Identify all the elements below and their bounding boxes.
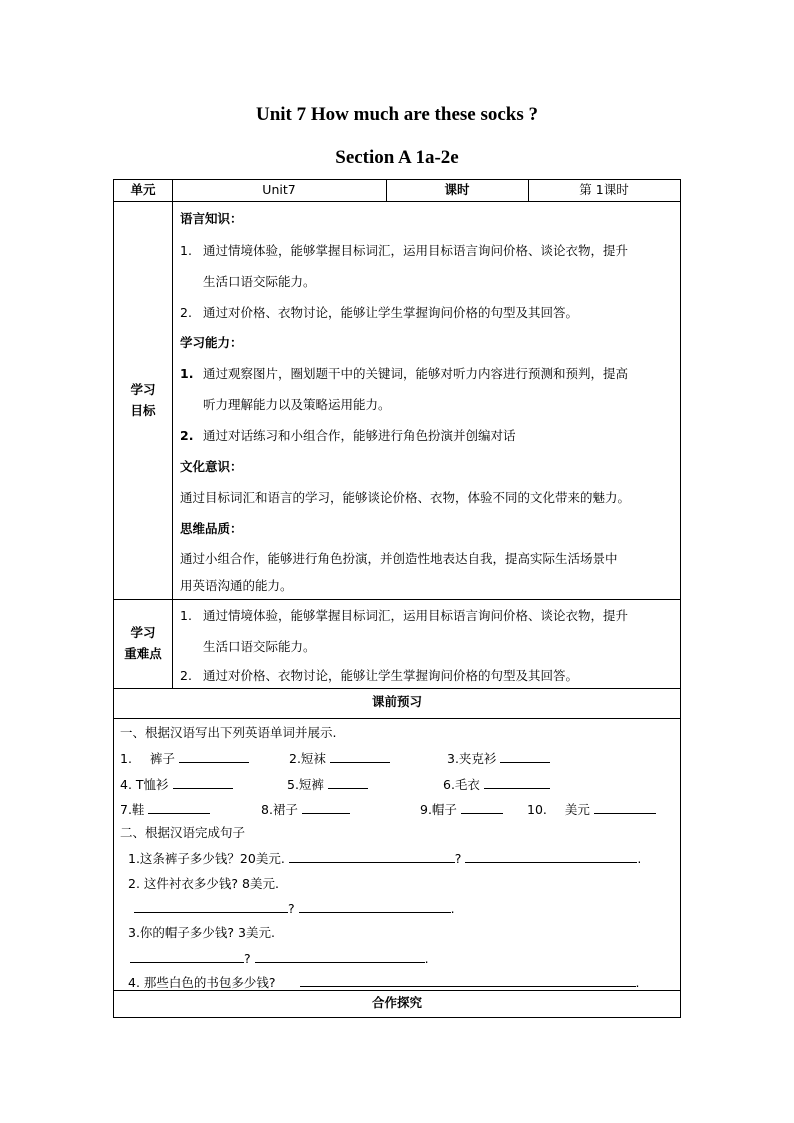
sentence-item	[128, 850, 641, 867]
vocab-item	[447, 750, 550, 767]
thinking-text: 通过小组合作，能够进行角色扮演，并创造性地表达自我，提高实际生活场景中	[180, 551, 618, 566]
answer-blank[interactable]	[330, 750, 390, 763]
list-item: 通过对价格、衣物讨论，能够让学生掌握询问价格的句型及其回答。	[203, 305, 579, 320]
exercise-instruction: 二、根据汉语完成句子	[120, 825, 246, 840]
vocab-word: 6.毛衣	[443, 777, 480, 792]
answer-blank[interactable]	[130, 950, 244, 963]
culture-heading: 文化意识：	[180, 459, 243, 474]
objectives-label: 目标	[130, 403, 156, 418]
answer-blank[interactable]	[255, 950, 425, 963]
row-divider	[114, 688, 680, 689]
period-mark: .	[424, 951, 429, 966]
answer-blank[interactable]	[461, 801, 503, 814]
list-item: 听力理解能力以及策略运用能力。	[203, 397, 391, 412]
header-unit-value: Unit7	[262, 182, 296, 197]
question-mark: ?	[288, 901, 295, 916]
thinking-text: 用英语沟通的能力。	[180, 578, 293, 593]
vocab-item	[420, 801, 503, 818]
list-item: 通过观察图片，圈划题干中的关键词，能够对听力内容进行预测和预判，提高	[203, 366, 629, 381]
vocab-word: 7.鞋	[120, 802, 145, 817]
answer-blank[interactable]	[179, 750, 249, 763]
vocab-word: 8.裙子	[261, 802, 298, 817]
vocab-word: 9.帽子	[420, 802, 457, 817]
vocab-word: 3.夹克衫	[447, 751, 497, 766]
period-mark: .	[637, 851, 642, 866]
keypoints-label: 重难点	[124, 646, 162, 661]
objectives-label: 学习	[130, 382, 156, 397]
lesson-plan-table	[113, 179, 681, 1018]
list-item: 通过对价格、衣物讨论，能够让学生掌握询问价格的句型及其回答。	[203, 668, 579, 683]
sentence-prompt: 1.这条裤子多少钱？20美元.	[128, 851, 285, 866]
answer-blank[interactable]	[500, 750, 550, 763]
list-item-number: 2.	[180, 668, 192, 683]
vocab-item	[261, 801, 350, 818]
list-item: 通过情境体验，能够掌握目标词汇，运用目标语言询问价格、谈论衣物，提升	[203, 608, 629, 623]
vocab-number: 1.	[120, 751, 132, 766]
answer-blank[interactable]	[299, 900, 451, 913]
vocab-word: 美元	[564, 802, 590, 817]
thinking-heading: 思维品质：	[180, 521, 243, 536]
cooperation-heading: 合作探究	[371, 995, 422, 1010]
header-period-label: 课时	[444, 182, 470, 197]
sentence-prompt: 4. 那些白色的书包多少钱?	[128, 975, 276, 990]
list-item-number: 2.	[180, 305, 192, 320]
header-period-value: 第 1课时	[579, 182, 629, 197]
answer-blank[interactable]	[328, 776, 368, 789]
vocab-item	[289, 750, 390, 767]
vocab-item	[443, 776, 550, 793]
question-mark: ?	[454, 851, 462, 866]
period-mark: .	[635, 975, 640, 990]
list-item-number: 1.	[180, 243, 192, 258]
list-item: 生活口语交际能力。	[203, 639, 316, 654]
answer-blank[interactable]	[300, 974, 636, 987]
exercise-instruction: 一、根据汉语写出下列英语单词并展示.	[120, 725, 337, 740]
answer-blank[interactable]	[173, 776, 233, 789]
answer-blank[interactable]	[148, 801, 210, 814]
answer-blank[interactable]	[465, 850, 637, 863]
answer-blank[interactable]	[289, 850, 455, 863]
page-title: Unit 7 How much are these socks ?	[255, 104, 538, 125]
answer-blank[interactable]	[594, 801, 656, 814]
vocab-item	[527, 801, 656, 818]
answer-blank[interactable]	[302, 801, 350, 814]
row-divider	[114, 718, 680, 719]
culture-text: 通过目标词汇和语言的学习，能够谈论价格、衣物，体验不同的文化带来的魅力。	[180, 490, 631, 505]
vocab-item	[120, 776, 233, 793]
row-divider	[114, 599, 680, 600]
list-item-number: 1.	[180, 608, 192, 623]
sentence-answer-line	[130, 950, 429, 967]
answer-blank[interactable]	[134, 900, 288, 913]
sentence-prompt: 3.你的帽子多少钱? 3美元.	[128, 925, 275, 940]
list-item-number: 2.	[180, 428, 194, 443]
sentence-item	[128, 974, 640, 991]
page-subtitle: Section A 1a-2e	[335, 147, 459, 168]
list-item: 通过对话练习和小组合作，能够进行角色扮演并创编对话	[203, 428, 516, 443]
vocab-word: 裤子	[149, 751, 175, 766]
ability-heading: 学习能力：	[180, 335, 243, 350]
lang-knowledge-heading: 语言知识：	[180, 211, 243, 226]
vocab-word: 2.短袜	[289, 751, 326, 766]
vocab-number: 10.	[527, 802, 547, 817]
col-divider	[172, 180, 173, 688]
preview-heading: 课前预习	[371, 694, 422, 709]
list-item-number: 1.	[180, 366, 194, 381]
vocab-word: 5.短裤	[287, 777, 324, 792]
list-item: 通过情境体验，能够掌握目标词汇，运用目标语言询问价格、谈论衣物，提升	[203, 243, 629, 258]
sentence-answer-line	[134, 900, 455, 917]
list-item: 生活口语交际能力。	[203, 274, 316, 289]
header-unit-label: 单元	[130, 182, 156, 197]
vocab-item	[287, 776, 368, 793]
vocab-item	[120, 750, 249, 767]
vocab-item	[120, 801, 210, 818]
period-mark: .	[450, 901, 455, 916]
question-mark: ?	[244, 951, 251, 966]
keypoints-label: 学习	[130, 625, 156, 640]
row-divider	[114, 201, 680, 202]
sentence-prompt: 2. 这件衬衣多少钱? 8美元.	[128, 876, 279, 891]
answer-blank[interactable]	[484, 776, 550, 789]
vocab-word: 4. T恤衫	[120, 777, 169, 792]
